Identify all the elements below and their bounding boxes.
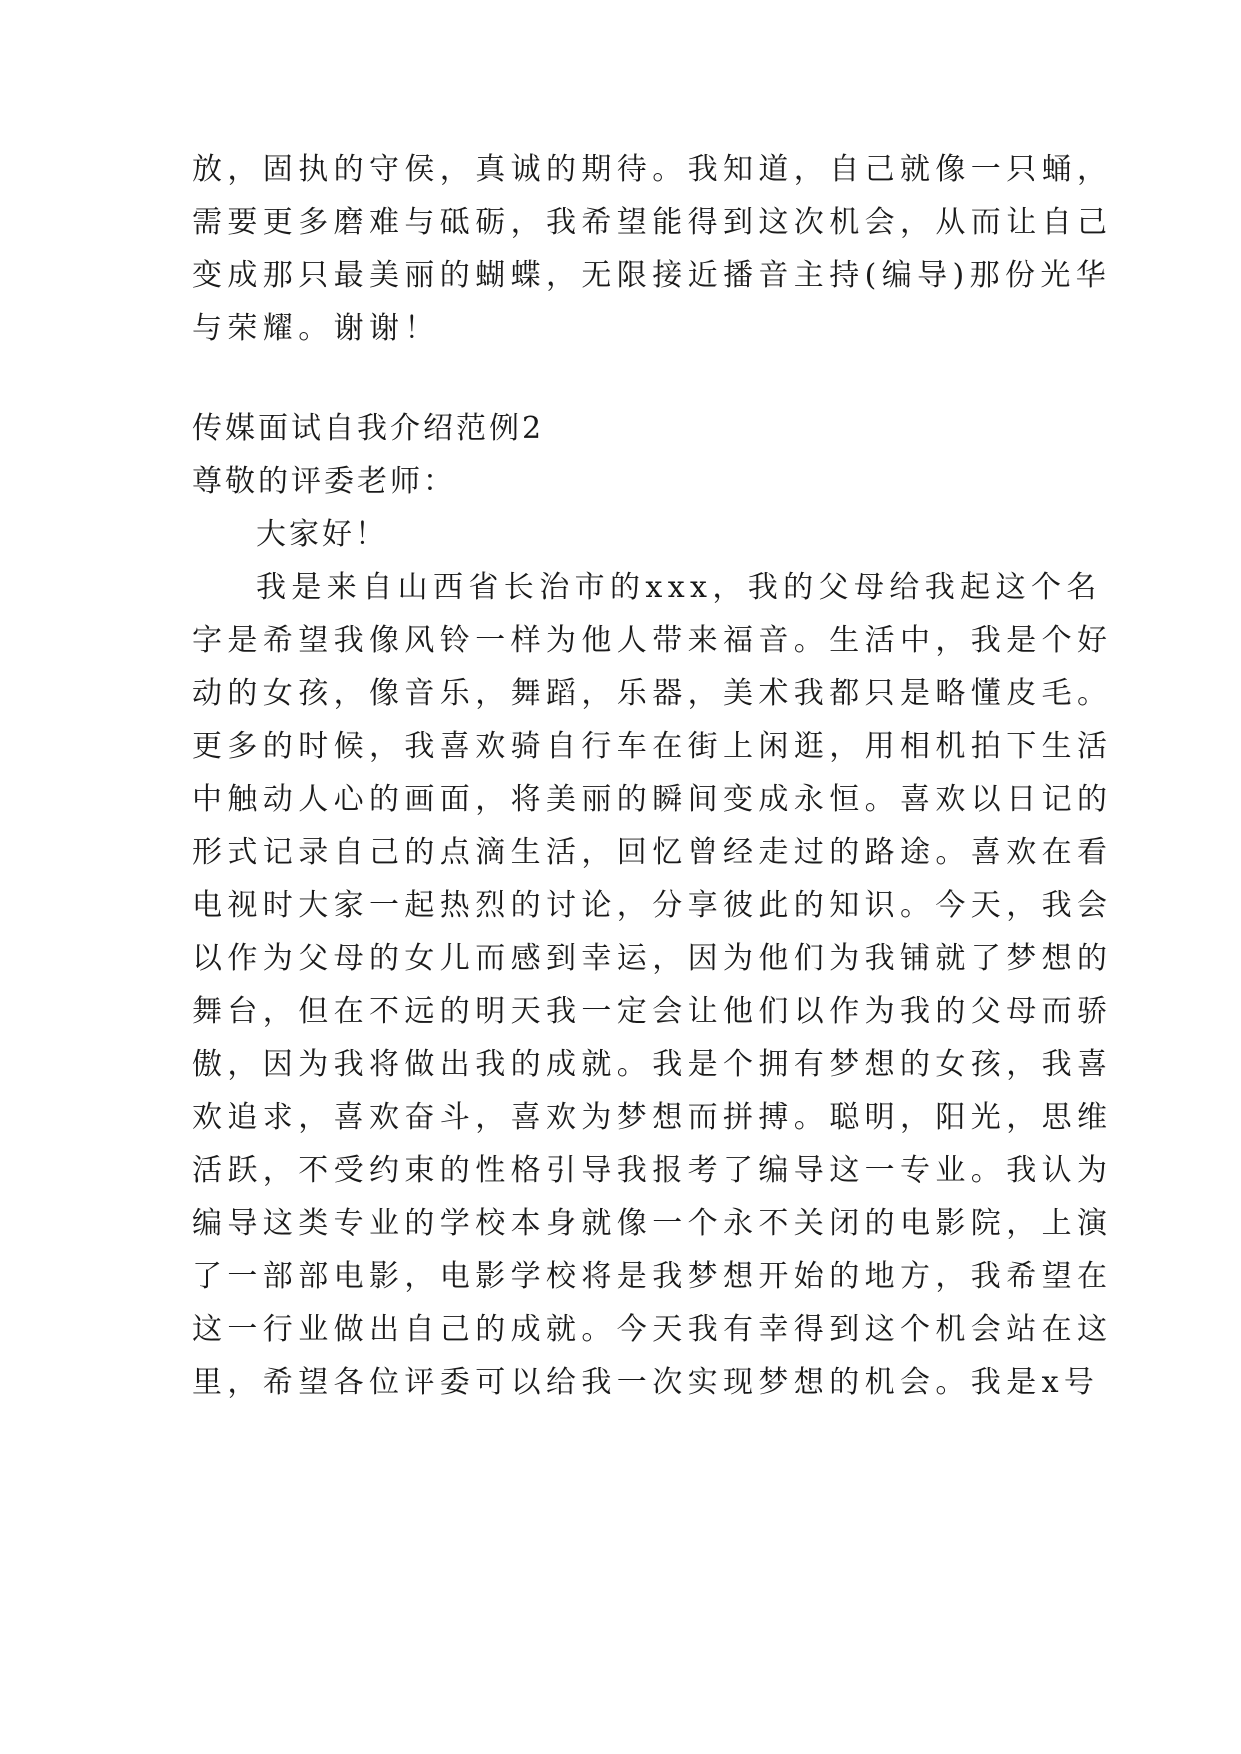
paragraph-line: 动的女孩，像音乐，舞蹈，乐器，美术我都只是略懂皮毛。 (192, 676, 1113, 711)
paragraph-line: 形式记录自己的点滴生活，回忆曾经走过的路途。喜欢在看 (192, 835, 1113, 870)
paragraph-line: 活跃，不受约束的性格引导我报考了编导这一专业。我认为 (192, 1153, 1113, 1188)
paragraph-line: 以作为父母的女儿而感到幸运，因为他们为我铺就了梦想的 (192, 941, 1113, 976)
salutation: 尊敬的评委老师： (192, 464, 456, 499)
paragraph-line: 字是希望我像风铃一样为他人带来福音。生活中，我是个好 (192, 623, 1113, 658)
paragraph-line: 更多的时候，我喜欢骑自行车在街上闲逛，用相机拍下生活 (192, 729, 1113, 764)
paragraph-line: 中触动人心的画面，将美丽的瞬间变成永恒。喜欢以日记的 (192, 782, 1113, 817)
paragraph-line: 了一部部电影，电影学校将是我梦想开始的地方，我希望在 (192, 1259, 1113, 1294)
paragraph-line: 傲，因为我将做出我的成就。我是个拥有梦想的女孩，我喜 (192, 1047, 1113, 1082)
greeting: 大家好！ (256, 517, 388, 552)
paragraph-line: 这一行业做出自己的成就。今天我有幸得到这个机会站在这 (192, 1312, 1113, 1347)
paragraph-line: 舞台，但在不远的明天我一定会让他们以作为我的父母而骄 (192, 994, 1113, 1029)
paragraph-line: 电视时大家一起热烈的讨论，分享彼此的知识。今天，我会 (192, 888, 1113, 923)
paragraph-line: 编导这类专业的学校本身就像一个永不关闭的电影院，上演 (192, 1206, 1113, 1241)
paragraph-line: 变成那只最美丽的蝴蝶，无限接近播音主持(编导)那份光华 (192, 258, 1112, 293)
paragraph-line: 里，希望各位评委可以给我一次实现梦想的机会。我是x号 (192, 1365, 1100, 1400)
paragraph-line: 与荣耀。谢谢！ (192, 311, 440, 346)
paragraph-line: 放，固执的守侯，真诚的期待。我知道，自己就像一只蛹， (192, 152, 1113, 187)
paragraph-line: 欢追求，喜欢奋斗，喜欢为梦想而拼搏。聪明，阳光，思维 (192, 1100, 1113, 1135)
paragraph-line: 我是来自山西省长治市的xxx，我的父母给我起这个名 (256, 570, 1102, 605)
section-title: 传媒面试自我介绍范例2 (192, 411, 545, 446)
paragraph-line: 需要更多磨难与砥砺，我希望能得到这次机会，从而让自己 (192, 205, 1113, 240)
